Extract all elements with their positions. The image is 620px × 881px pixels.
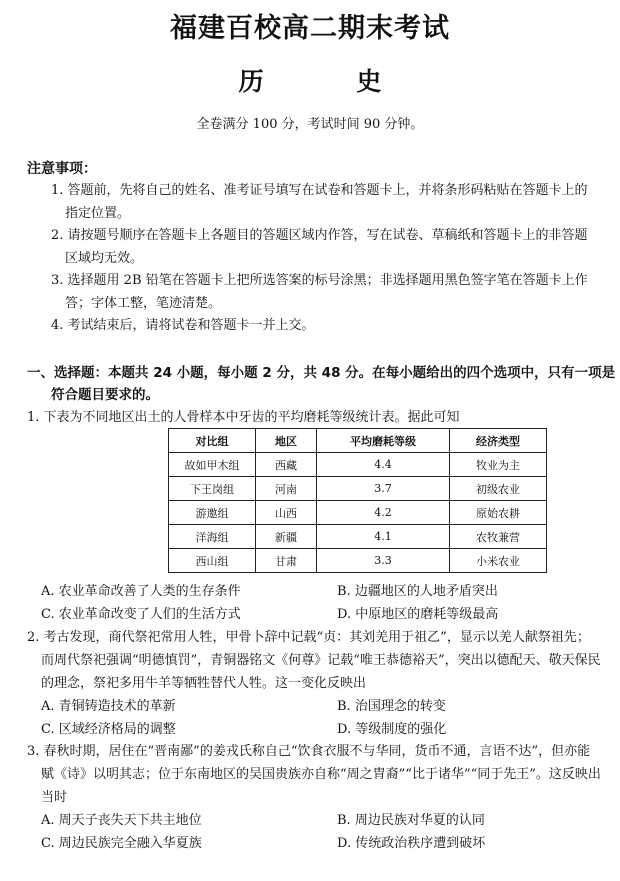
subject-char-2: 史 [356,67,382,96]
subject-title [0,62,620,98]
notice-heading: 注意事项： [27,161,97,177]
question-1-options [27,580,602,626]
table-row [169,525,547,549]
option-d: D. 传统政治秩序遭到破坏 [337,836,486,851]
table-cell: 新疆 [256,525,317,549]
question-stem: 3. 春秋时期，居住在“晋南鄙”的姜戎氏称自己“饮食衣服不与华同，货币不通，言语不达”，但亦能赋《诗》以明其志；位于东南地区的吴国贵族亦自称“周之胄裔”“比于诸华”“同于先王”。这反映出当时 [27,744,601,805]
table-cell: 西藏 [256,453,317,477]
table-row [169,501,547,525]
option-b: B. 边疆地区的人地矛盾突出 [337,584,498,599]
question-3 [27,740,602,855]
subject-char-1: 历 [238,67,264,96]
question-1 [27,406,602,429]
option-a: A. 周天子丧失天下共主地位 [41,813,202,828]
table-cell: 3.7 [317,477,450,501]
options-grid [27,695,602,741]
section-heading [27,362,620,406]
option-c: C. 农业革命改变了人们的生活方式 [41,607,241,622]
notice-item: 1. 答题前，先将自己的姓名、准考证号填写在试卷和答题卡上，并将条形码粘贴在答题卡上的指定位置。 [51,183,588,221]
table-cell: 游邀组 [169,501,256,525]
notice-item: 2. 请按题号顺序在答题卡上各题目的答题区域内作答，写在试卷、草稿纸和答题卡上的非答题区域均无效。 [51,228,588,266]
notice-list [51,180,599,338]
option-d: D. 等级制度的强化 [337,722,447,737]
table-header-row [169,429,547,453]
option-a: A. 农业革命改善了人类的生存条件 [41,584,241,599]
table-cell: 4.4 [317,453,450,477]
options-grid [27,580,602,626]
table-header: 经济类型 [450,429,547,453]
option-a: A. 青铜铸造技术的革新 [41,699,176,714]
table-cell: 西山组 [169,549,256,573]
exam-info: 全卷满分 100 分，考试时间 90 分钟。 [196,117,424,132]
table-cell: 农牧兼营 [450,525,547,549]
option-c: C. 周边民族完全融入华夏族 [41,836,202,851]
table-header: 地区 [256,429,317,453]
table-cell: 原始农耕 [450,501,547,525]
question-stem: 2. 考古发现，商代祭祀常用人牲，甲骨卜辞中记载“贞：其刘羌用于祖乙”，显示以羌人献祭祖先；而周代祭祀强调“明德慎罚”，青铜器铭文《何尊》记载“唯王恭德裕天”，突出以德配天、敬天保民的理念，祭祀多用牛羊等牺牲替代人牲。这一变化反映出 [27,630,601,691]
question-2 [27,626,602,741]
table-row [169,549,547,573]
table-header: 平均磨耗等级 [317,429,450,453]
table-cell: 故如甲木组 [169,453,256,477]
exam-title: 福建百校高二期末考试 [170,13,450,44]
question-stem: 1. 下表为不同地区出土的人骨样本中牙齿的平均磨耗等级统计表。据此可知 [27,410,460,425]
wear-level-table [168,428,547,573]
table-row [169,477,547,501]
notice-item: 4. 考试结束后，请将试卷和答题卡一并上交。 [51,318,315,333]
table-cell: 4.1 [317,525,450,549]
options-grid [27,809,602,855]
option-b: B. 治国理念的转变 [337,699,446,714]
table-row [169,453,547,477]
table-cell: 牧业为主 [450,453,547,477]
option-d: D. 中原地区的磨耗等级最高 [337,607,499,622]
option-b: B. 周边民族对华夏的认同 [337,813,485,828]
table-cell: 3.3 [317,549,450,573]
table-cell: 山西 [256,501,317,525]
table-cell: 小米农业 [450,549,547,573]
option-c: C. 区域经济格局的调整 [41,722,176,737]
table-cell: 甘肃 [256,549,317,573]
table-cell: 洋海组 [169,525,256,549]
section-heading-text: 一、选择题：本题共 24 小题，每小题 2 分，共 48 分。在每小题给出的四个选项中，只有一项是符合题目要求的。 [27,365,616,403]
table-header: 对比组 [169,429,256,453]
table-cell: 初级农业 [450,477,547,501]
table-cell: 下王岗组 [169,477,256,501]
notice-item: 3. 选择题用 2B 铅笔在答题卡上把所选答案的标号涂黑；非选择题用黑色签字笔在答题卡上作答；字体工整，笔迹清楚。 [51,273,588,311]
table-cell: 河南 [256,477,317,501]
table-cell: 4.2 [317,501,450,525]
